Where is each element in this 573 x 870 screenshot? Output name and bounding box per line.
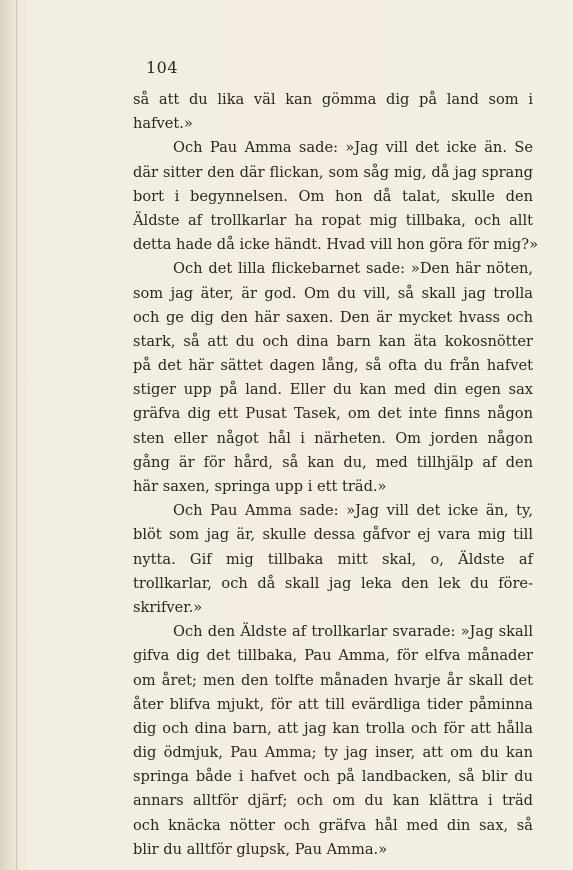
text-line: hafvet.» bbox=[133, 115, 193, 133]
text-line: detta hade då icke händt. Hvad vill hon göra för mig?» bbox=[133, 236, 538, 254]
text-line: springa både i hafvet och på landbacken, så blir du bbox=[133, 768, 533, 786]
text-line: på det här sättet dagen lång, så ofta du från hafvet bbox=[133, 357, 533, 375]
text-line: blir du alltför glupsk, Pau Amma.» bbox=[133, 840, 388, 858]
text-line: annars alltför djärf; och om du kan klättra i träd bbox=[133, 792, 533, 810]
text-line: gifva dig det tillbaka, Pau Amma, för elfva månader bbox=[133, 647, 533, 665]
text-line: dig ödmjuk, Pau Amma; ty jag inser, att om du kan bbox=[133, 744, 533, 762]
text-line: stark, så att du och dina barn kan äta kokosnötter bbox=[133, 332, 533, 350]
text-line: Och Pau Amma sade: »Jag vill det icke än, ty, bbox=[173, 502, 533, 520]
text-line: så att du lika väl kan gömma dig på land som i bbox=[133, 91, 533, 108]
text-line: blöt som jag är, skulle dessa gåfvor ej vara mig till bbox=[133, 526, 533, 544]
text-line: sten eller något hål i närheten. Om jorden någon bbox=[133, 429, 533, 447]
text-line: Och den Äldste af trollkarlar svarade: »Jag skall bbox=[173, 623, 533, 641]
text-line: Och det lilla flickebarnet sade: »Den här nöten, bbox=[173, 260, 533, 278]
page-gutter bbox=[16, 0, 17, 870]
text-line: här saxen, springa upp i ett träd.» bbox=[133, 478, 387, 495]
text-line: som jag äter, är god. Om du vill, så skall jag trolla bbox=[133, 284, 533, 302]
body-text bbox=[133, 88, 538, 862]
text-line: gräfva dig ett Pusat Tasek, om det inte finns någon bbox=[133, 405, 533, 423]
text-line: om året; men den tolfte månaden hvarje år skall det bbox=[133, 671, 533, 689]
text-line: Och Pau Amma sade: »Jag vill det icke än. Se bbox=[173, 139, 533, 157]
text-line: skrifver.» bbox=[133, 598, 203, 616]
text-line: åter blifva mjukt, för att till evärdliga tider påminna bbox=[133, 695, 533, 713]
text-line: trollkarlar, och då skall jag leka den lek du före- bbox=[133, 574, 533, 592]
text-line: bort i begynnelsen. Om hon då talat, skulle den bbox=[133, 187, 533, 205]
text-line: och knäcka nötter och gräfva hål med din sax, så bbox=[133, 816, 533, 834]
text-line: där sitter den där flickan, som såg mig, då jag sprang bbox=[133, 163, 533, 181]
text-line: dig och dina barn, att jag kan trolla och för att hålla bbox=[133, 719, 533, 737]
text-line: stiger upp på land. Eller du kan med din egen sax bbox=[133, 381, 533, 399]
page-number: 104 bbox=[146, 58, 179, 77]
text-line: och ge dig den här saxen. Den är mycket hvass och bbox=[133, 308, 533, 326]
text-line: gång är för hård, så kan du, med tillhjälp af den bbox=[133, 453, 533, 471]
text-line: Äldste af trollkarlar ha ropat mig tillbaka, och allt bbox=[133, 211, 533, 229]
text-line: nytta. Gif mig tillbaka mitt skal, o, Äldste af bbox=[133, 550, 533, 568]
